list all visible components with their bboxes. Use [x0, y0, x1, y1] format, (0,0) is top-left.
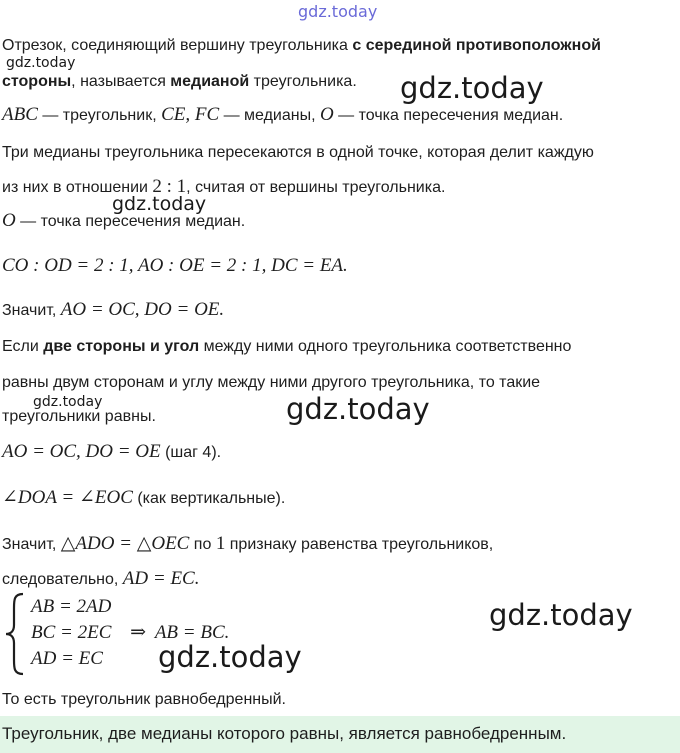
- math: AD = EC: [31, 648, 103, 669]
- text: равны двум сторонам и углу между ними другого треугольника, то такие: [2, 374, 541, 391]
- bold-text: стороны: [2, 73, 72, 90]
- text: (шаг 4).: [160, 444, 222, 461]
- watermark: gdz.today: [158, 640, 302, 674]
- system-row-3: [31, 648, 103, 670]
- math: BC = 2EC: [31, 622, 112, 643]
- math: ABC: [2, 104, 38, 125]
- implies-arrow: ⇒: [130, 622, 147, 643]
- system-row-1: [31, 596, 111, 618]
- math: O: [2, 210, 16, 231]
- text: Отрезок, соединяющий вершину треугольника: [2, 37, 353, 54]
- hence-line-2: [2, 534, 493, 555]
- vertical-angles-line: [2, 488, 285, 509]
- theorem-line-1: [2, 143, 594, 163]
- text: между ними одного треугольника соответственно: [199, 338, 572, 355]
- math: △ADO = △OEC: [60, 533, 190, 554]
- sas-criterion-line-1: [2, 337, 571, 357]
- text: признаку равенства треугольников,: [225, 536, 494, 553]
- watermark: gdz.today: [489, 598, 633, 632]
- text: — медианы,: [219, 107, 320, 124]
- text: по: [189, 536, 216, 553]
- text: — точка пересечения медиан.: [15, 213, 246, 230]
- math: AB = BC.: [154, 622, 230, 643]
- math: CO : OD = 2 : 1, AO : OE = 2 : 1, DC = EA.: [2, 255, 348, 276]
- math: ∠DOA = ∠EOC: [2, 487, 133, 508]
- text: — точка пересечения медиан.: [333, 107, 564, 124]
- math: AB = 2AD: [31, 596, 112, 617]
- text: , считая от вершины треугольника.: [186, 179, 446, 196]
- text: треугольника.: [249, 73, 357, 90]
- math: O: [320, 104, 334, 125]
- that-is-line: [2, 690, 286, 710]
- ratios-line: [2, 256, 348, 277]
- left-brace-icon: [3, 592, 29, 676]
- sas-criterion-line-2: [2, 373, 540, 393]
- bold-text: медианой: [170, 73, 250, 90]
- text: следовательно,: [2, 571, 123, 588]
- hence-line-1: [2, 300, 224, 321]
- conclusion-banner: [0, 716, 680, 753]
- watermark: gdz.today: [33, 394, 103, 410]
- step4-line: [2, 442, 221, 463]
- median-definition-line-1: [2, 36, 601, 56]
- bold-text: с серединой противоположной: [352, 37, 601, 54]
- math: AO = OC, DO = OE.: [60, 299, 225, 320]
- sas-criterion-line-3: [2, 407, 156, 427]
- watermark-top: gdz.today: [298, 2, 378, 21]
- text: — треугольник,: [37, 107, 162, 124]
- given-line: [2, 105, 563, 126]
- watermark: gdz.today: [112, 193, 207, 215]
- intersection-point-line: [2, 211, 245, 232]
- text: Если: [2, 338, 44, 355]
- system-row-2: [31, 622, 229, 644]
- watermark: gdz.today: [6, 55, 76, 71]
- text: Значит,: [2, 302, 61, 319]
- text: Три медианы треугольника пересекаются в одной точке, которая делит каждую: [2, 144, 594, 161]
- text: треугольники равны.: [2, 408, 156, 425]
- math: 2 : 1: [152, 176, 187, 197]
- math: 1: [215, 533, 226, 554]
- text: из них в отношении: [2, 179, 153, 196]
- text: , называется: [71, 73, 171, 90]
- watermark: gdz.today: [286, 392, 430, 426]
- bold-text: две стороны и угол: [43, 338, 200, 355]
- watermark: gdz.today: [400, 71, 544, 105]
- conclusion-text: Треугольник, две медианы которого равны, является равнобедренным.: [2, 724, 567, 743]
- theorem-line-2: [2, 177, 445, 198]
- math: AO = OC, DO = OE: [2, 441, 161, 462]
- median-definition-line-2: [2, 72, 357, 92]
- text: То есть треугольник равнобедренный.: [2, 691, 286, 708]
- math: AD = EC.: [122, 568, 200, 589]
- text: (как вертикальные).: [132, 490, 286, 507]
- consequently-line: [2, 569, 199, 590]
- math: CE, FC: [161, 104, 220, 125]
- text: Значит,: [2, 536, 61, 553]
